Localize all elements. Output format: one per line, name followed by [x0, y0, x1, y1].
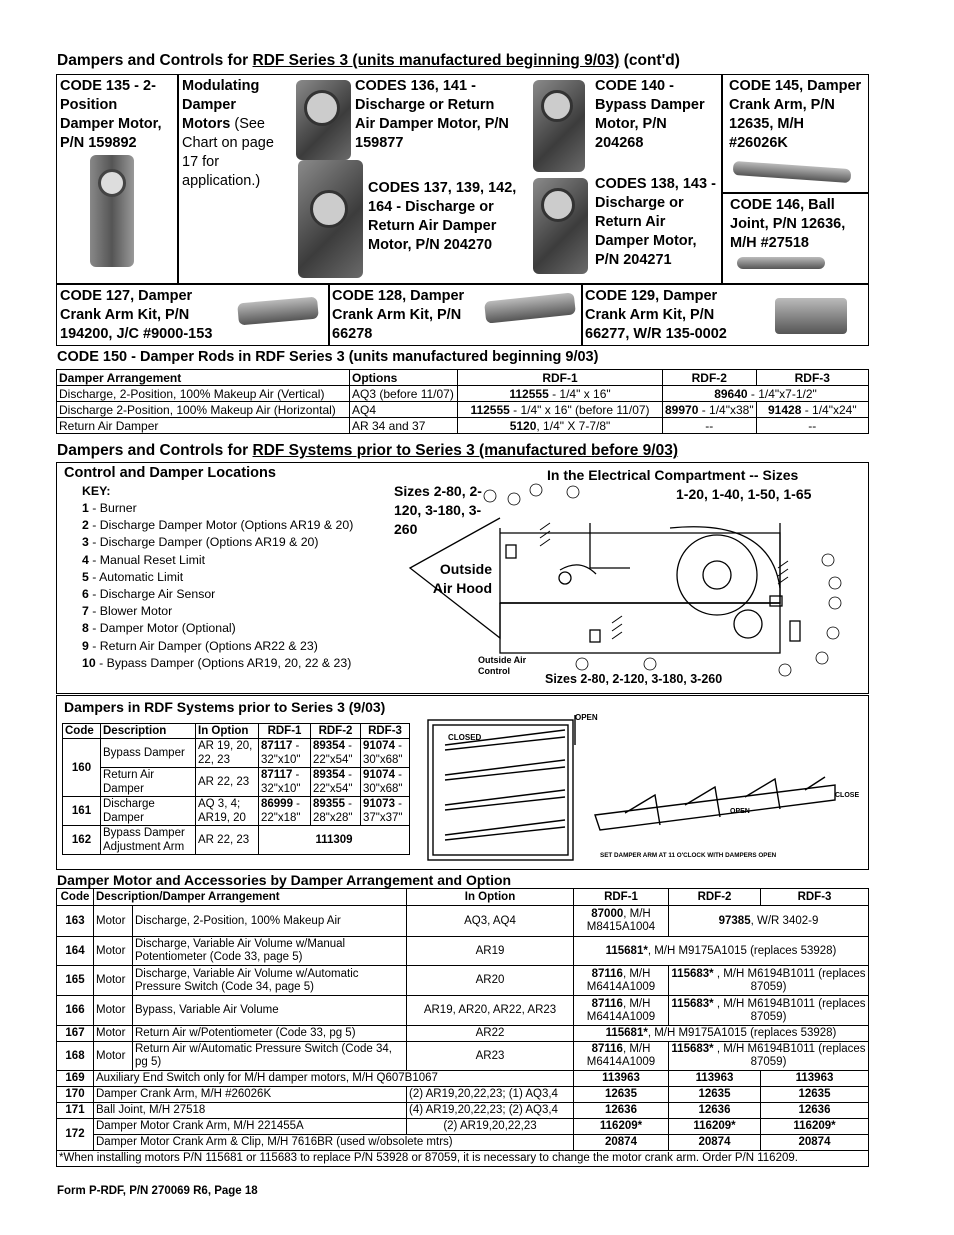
code-129-crank-arm-photo — [775, 298, 847, 334]
sizes-label-top: Sizes 2-80, 2-120, 3-180, 3-260 — [394, 483, 482, 537]
code-145-label: CODE 145, Damper Crank Arm, P/N 12635, M/H #26026K — [729, 78, 862, 151]
code-138-143-label: CODES 138, 143 - Discharge or Return Air Damper Motor, P/N 204271 — [595, 176, 716, 268]
table-row: Return Air Damper AR 34 and 37 5120, 1/4" X 7-7/8" -- -- — [57, 418, 869, 434]
page-footer: Form P-RDF, P/N 270069 R6, Page 18 — [57, 1185, 258, 1197]
table-row: 164 Motor Discharge, Variable Air Volume w/Manual Potentiometer (Code 33, page 5) AR19 115681*, M/H M9175A1015 (replaces 53928) — [57, 937, 869, 966]
list-item: 6 - Discharge Air Sensor — [82, 587, 216, 602]
table-row: 166 Motor Bypass, Variable Air Volume AR19, AR20, AR22, AR23 87116, M/H M6414A1009 115683* , M/H M6194B1011 (replaces 87059) — [57, 996, 869, 1026]
sizes-label-bottom: Sizes 2-80, 2-120, 3-180, 3-260 — [545, 672, 723, 686]
table-row: 161 Discharge Damper AQ 3, 4; AR19, 20 86999 - 22"x18" 89355 - 28"x28" 91073 - 37"x37" — [63, 797, 410, 826]
table-row: 162 Bypass Damper Adjustment Arm AR 22, 23 111309 — [63, 826, 410, 855]
open-label-lower: OPEN — [730, 808, 750, 815]
code-140-motor-photo — [533, 80, 585, 172]
table-row: *When installing motors P/N 115681 or 115683 to replace P/N 53928 or 87059, it is necessary to change the motor crank arm. Order P/N 116209. — [57, 1151, 869, 1167]
code-136-motor-photo — [296, 80, 351, 160]
table-row: Damper Motor Crank Arm & Clip, M/H 7616BR (used w/obsolete mtrs) 20874 20874 20874 — [57, 1135, 869, 1151]
code-137-motor-photo — [298, 160, 363, 278]
col-header: RDF-2 — [663, 370, 757, 386]
code-129-label: CODE 129, Damper Crank Arm Kit, P/N 66277, W/R 135-0002 — [585, 288, 727, 342]
table-row: Discharge 2-Position, 100% Makeup Air (Horizontal) AQ4 112555 - 1/4" x 16" (before 11/07) 89970 - 1/4"x38" 91428 - 1/4"x24" — [57, 402, 869, 418]
table-row: 169 Auxiliary End Switch only for M/H damper motors, M/H Q607B1067 113963 113963 113963 — [57, 1071, 869, 1087]
list-item: 5 - Automatic Limit — [82, 569, 184, 584]
list-item: 3 - Discharge Damper (Options AR19 & 20) — [82, 535, 319, 550]
damper-blade-figure — [425, 705, 865, 865]
outside-air-hood-label: Outside Air Hood — [432, 561, 492, 596]
code-150-title: CODE 150 - Damper Rods in RDF Series 3 (units manufactured beginning 9/03) — [57, 349, 599, 365]
list-item: 4 - Manual Reset Limit — [82, 552, 206, 567]
list-item: 1 - Burner — [82, 501, 137, 515]
control-locations-title: Control and Damper Locations — [64, 465, 276, 481]
prior-dampers-title: Dampers in RDF Systems prior to Series 3 (9/03) — [64, 699, 386, 715]
electrical-sizes-label: 1-20, 1-40, 1-50, 1-65 — [676, 486, 812, 502]
motor-accessories-table: Code Description/Damper Arrangement In Option RDF-1 RDF-2 RDF-3 163 Motor Discharge, 2-Position, 100% Makeup Air AQ3, AQ4 87000, M/H M8415A1004 97385, W/R 3402-9 164 Motor Discharge, Variable Air Volume w/Manual Potentiometer (Code 33, page 5) AR19 115681*, M/H M9175A1015 (replaces 53928) 165 Motor Discharge, Variable Air Volume w/Automatic Pressure Switch (Code 34, page 5) AR20 87116, M/H M6414A1009 115683* , M/H M6194B1011 (replaces 87059) 166 Motor Bypass, Variable Air Volume AR19, AR20, AR22, AR23 87116, M/H M6414A1009 115683* , M/H M6194B1011 (replaces 87059) 167 Motor Return Air w/Potentiometer (Code 33, pg 5) AR22 115681*, M/H M9175A1015 (replaces 53928) 168 Motor Return Air w/Automatic Pressure Switch (Code 34, pg 5) AR23 87116, M/H M6414A1009 115683* , M/H M6194B1011 (replaces 87059) 169 Auxiliary End Switch only for M/H damper motors, M/H Q607B1067 113963 113963 113963 170 Damper Crank Arm, M/H #26026K (2) AR19,20,22,23; (1) AQ3,4 12635 12635 12635 171 Ball Joint, M/H 27518 (4) AR19,20,22,23; (2) AQ3,4 12636 12636 12636 172 Damper Motor Crank Arm, M/H 221455A (2) AR19,20,22,23 116209* 116209* 116209* Damper Motor Crank Arm & Clip, M/H 7616BR (used w/obsolete mtrs) 20874 20874 20874 *When installing motors P/N 115681 or 115683 to replace P/N 53928 or 87059, it is necessary to change the motor crank arm. Order P/N 116209. — [56, 888, 869, 1167]
col-header: RDF-3 — [756, 370, 868, 386]
col-header: Damper Arrangement — [57, 370, 350, 386]
motor-table-title: Damper Motor and Accessories by Damper Arrangement and Option — [57, 872, 512, 888]
unit-layout-diagram — [400, 478, 865, 688]
section-heading-series3: Dampers and Controls for RDF Series 3 (units manufactured beginning 9/03) (cont'd) — [57, 52, 680, 69]
code-146-label: CODE 146, Ball Joint, P/N 12636, M/H #27518 — [730, 197, 846, 251]
table-row: Discharge, 2-Position, 100% Makeup Air (Vertical) AQ3 (before 11/07) 112555 - 1/4" x 16" 89640 - 1/4"x7-1/2" — [57, 386, 869, 402]
table-row: 167 Motor Return Air w/Potentiometer (Code 33, pg 5) AR22 115681*, M/H M9175A1015 (replaces 53928) — [57, 1026, 869, 1042]
prior-dampers-table: Code Description In Option RDF-1 RDF-2 RDF-3 160 Bypass Damper AR 19, 20, 22, 23 87117 - 32"x10" 89354 - 22"x54" 91074 - 30"x68" Return Air Damper AR 22, 23 87117 - 32"x10" 89354 - 22"x54" 91074 - 30"x68" 161 Discharge Damper AQ 3, 4; AR19, 20 86999 - 22"x18" 89355 - 28"x28" 91073 - 37"x37" 162 Bypass Damper Adjustment Arm AR 22, 23 111309 — [62, 723, 410, 855]
list-item: 10 - Bypass Damper (Options AR19, 20, 22 & 23) — [82, 655, 352, 670]
table-row: 172 Damper Motor Crank Arm, M/H 221455A (2) AR19,20,22,23 116209* 116209* 116209* — [57, 1119, 869, 1135]
closed-label: CLOSED — [448, 733, 482, 742]
code-135-label: CODE 135 - 2-Position Damper Motor, P/N 159892 — [60, 78, 162, 151]
table-row: 165 Motor Discharge, Variable Air Volume w/Automatic Pressure Switch (Code 34, page 5) AR20 87116, M/H M6414A1009 115683* , M/H M6194B1011 (replaces 87059) — [57, 966, 869, 996]
open-label: OPEN — [575, 713, 598, 722]
table-row: 163 Motor Discharge, 2-Position, 100% Makeup Air AQ3, AQ4 87000, M/H M8415A1004 97385, W/R 3402-9 — [57, 906, 869, 937]
modulating-motors-note: Modulating Damper Motors (See Chart on page 17 for application.) — [182, 78, 274, 189]
code-146-ball-joint-photo — [737, 257, 825, 269]
code-140-label: CODE 140 - Bypass Damper Motor, P/N 204268 — [595, 78, 705, 151]
code-138-motor-photo — [533, 178, 588, 274]
code-136-141-label: CODES 136, 141 - Discharge or Return Air Damper Motor, P/N 159877 — [355, 78, 509, 151]
electrical-compartment-label: In the Electrical Compartment -- Sizes — [547, 467, 799, 483]
table-row: 170 Damper Crank Arm, M/H #26026K (2) AR19,20,22,23; (1) AQ3,4 12635 12635 12635 — [57, 1087, 869, 1103]
list-item: 9 - Return Air Damper (Options AR22 & 23) — [82, 638, 318, 653]
close-label: CLOSE — [835, 792, 860, 799]
table-row: 168 Motor Return Air w/Automatic Pressure Switch (Code 34, pg 5) AR23 87116, M/H M6414A1009 115683* , M/H M6194B1011 (replaces 87059) — [57, 1042, 869, 1071]
key-label: KEY: — [82, 484, 111, 498]
table-row: 160 Bypass Damper AR 19, 20, 22, 23 87117 - 32"x10" 89354 - 22"x54" 91074 - 30"x68" — [63, 739, 410, 768]
key-list — [82, 500, 353, 672]
list-item: 7 - Blower Motor — [82, 604, 173, 619]
code-127-label: CODE 127, Damper Crank Arm Kit, P/N 194200, J/C #9000-153 — [60, 288, 213, 342]
code-150-table — [56, 369, 869, 434]
col-header: Options — [350, 370, 458, 386]
outside-air-control-label: Outside Air Control — [478, 655, 527, 676]
code-128-label: CODE 128, Damper Crank Arm Kit, P/N 66278 — [332, 288, 465, 342]
table-row: Return Air Damper AR 22, 23 87117 - 32"x10" 89354 - 22"x54" 91074 - 30"x68" — [63, 768, 410, 797]
table-row: 171 Ball Joint, M/H 27518 (4) AR19,20,22,23; (2) AQ3,4 12636 12636 12636 — [57, 1103, 869, 1119]
code-137-139-142-164-label: CODES 137, 139, 142, 164 - Discharge or Return Air Damper Motor, P/N 204270 — [368, 180, 517, 253]
col-header: RDF-1 — [458, 370, 663, 386]
code-135-motor-photo — [90, 155, 134, 267]
list-item: 8 - Damper Motor (Optional) — [82, 621, 236, 636]
damper-arm-caption: SET DAMPER ARM AT 11 O'CLOCK WITH DAMPERS OPEN — [600, 852, 777, 859]
list-item: 2 - Discharge Damper Motor (Options AR19 & 20) — [82, 518, 354, 533]
section-heading-prior-series3: Dampers and Controls for RDF Systems prior to Series 3 (manufactured before 9/03) — [57, 442, 679, 459]
